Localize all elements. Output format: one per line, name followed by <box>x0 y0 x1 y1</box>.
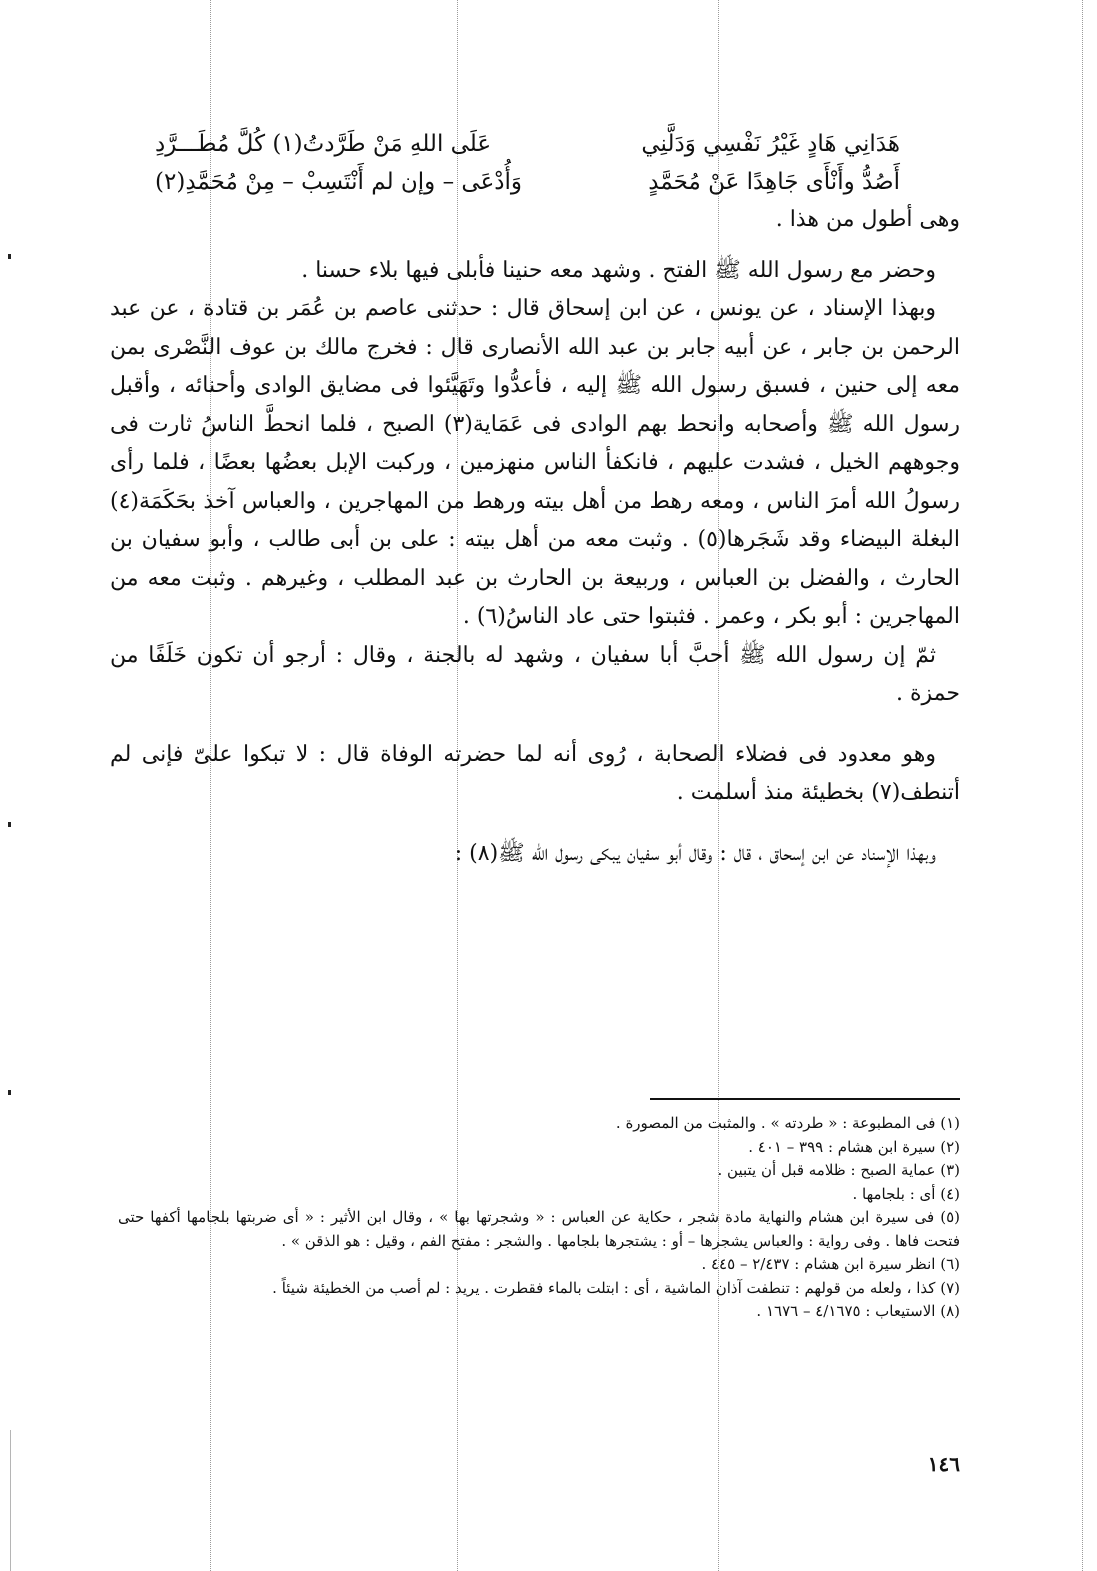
scan-speck <box>8 254 11 259</box>
footnote: (٥) فى سيرة ابن هشام والنهاية مادة شجر ، حكاية عن العباس : « وشجرتها بها » ، وقال ابن الأثير : « أى ضربتها بلجامها أكفها حتى فتحت فاها . وفى رواية : والعباس يشجرها – أو : يشتجرها بلجامها . والشجر : مفتح الفم ، وقيل : هو الذقن » . <box>118 1208 960 1250</box>
main-text <box>110 125 960 873</box>
verse-second-hemistich: وَأُدْعَى – وإن لم أَنْتَسِبْ – مِنْ مُحَمَّدِ(٢) <box>155 169 523 195</box>
footnote: (٢) سيرة ابن هشام : ٣٩٩ – ٤٠١ . <box>748 1137 960 1156</box>
paragraph: ثمّ إن رسول الله ﷺ أحبَّ أبا سفيان ، وشهد له بالجنة ، وقال : أرجو أن تكون خَلَفًا من حمزة . <box>110 642 960 706</box>
footnote-separator <box>650 1098 960 1100</box>
footnote: (٧) كذا ، ولعله من قولهم : تنطفت آذان الماشية ، أى : ابتلت بالماء فقطرت . يريد : لم أصب من الخطيئة شيئاً . <box>272 1278 960 1297</box>
footnote: (٤) أى : بلجامها . <box>852 1184 960 1203</box>
paragraph: وبهذا الإسناد ، عن يونس ، عن ابن إسحاق قال : حدثنى عاصم بن عُمَر بن قتادة ، عن عبد الرحمن بن جابر ، عن أبيه جابر بن عبد الله الأنصارى قال : فخرج مالك بن عوف النَّصْرى بمن معه إلى حنين ، فسبق رسول الله ﷺ إليه ، فأعدُّوا وتَهَيَّئوا فى مضايق الوادى وأحنائه ، وأقبل رسول الله ﷺ وأصحابه وانحط بهم الوادى فى عَمَاية(٣) الصبح ، فلما انحطَّ الناسُ ثارت فى وجوههم الخيل ، فشدت عليهم ، فانكفأ الناس منهزمين ، وركبت الإبل بعضُها بعضًا ، فلما رأى رسولُ الله أمرَ الناس ، ومعه رهط من أهل بيته ورهط من المهاجرين ، والعباس آخذ بحَكَمَة(٤) البغلة البيضاء وقد شَجَرها(٥) . وثبت معه من أهل بيته : على بن أبى طالب ، وأبو سفيان بن الحارث ، والفضل بن العباس ، وربيعة بن الحارث بن عبد المطلب ، وغيرهم . وثبت معه من المهاجرين : أبو بكر ، وعمر . فثبتوا حتى عاد الناسُ(٦) . <box>110 296 961 629</box>
paragraph: وهو معدود فى فضلاء الصحابة ، رُوى أنه لما حضرته الوفاة قال : لا تبكوا علىّ فإنى لم أتنطف(٧) بخطيئة منذ أسلمت . <box>110 741 960 805</box>
paragraph: وحضر مع رسول الله ﷺ الفتح . وشهد معه حنينا فأبلى فيها بلاء حسنا . <box>301 257 936 283</box>
poem <box>110 125 960 201</box>
poem-verse <box>110 125 960 163</box>
footnotes <box>118 1112 960 1324</box>
scan-speck <box>8 1090 11 1095</box>
verse-second-hemistich: عَلَى اللهِ مَنْ طَرَّدتُ(١) كُلَّ مُطَـــرَّدِ <box>155 131 492 157</box>
scan-speck <box>8 822 11 827</box>
poem-verse <box>110 163 960 201</box>
paragraph: وهى أطول من هذا . <box>775 207 960 232</box>
page-number: ١٤٦ <box>927 1452 960 1476</box>
verse-first-hemistich: هَدَانِي هَادٍ غَيْرُ نَفْسِي وَدَلَّنِي <box>641 131 900 157</box>
scan-artifact-line <box>10 1430 11 1571</box>
verse-first-hemistich: أَصُدُّ وأَنْأَى جَاهِدًا عَنْ مُحَمَّدٍ <box>648 169 900 195</box>
scan-artifact-line <box>1082 0 1083 1571</box>
footnote: (٦) انظر سيرة ابن هشام : ٢/٤٣٧ – ٤٤٥ . <box>701 1255 960 1273</box>
footnote: (٣) عماية الصبح : ظلامه قبل أن يتبين . <box>717 1161 960 1179</box>
footnote: (٨) الاستيعاب : ٤/١٦٧٥ – ١٦٧٦ . <box>756 1302 960 1320</box>
paragraph: وبهذا الإسناد عن ابن إسحاق ، قال : وقال أبو سفيان يبكى رسول الله ﷺ(٨) : <box>454 840 936 866</box>
footnote: (١) فى المطبوعة : « طردته » . والمثبت من المصورة . <box>615 1114 960 1132</box>
